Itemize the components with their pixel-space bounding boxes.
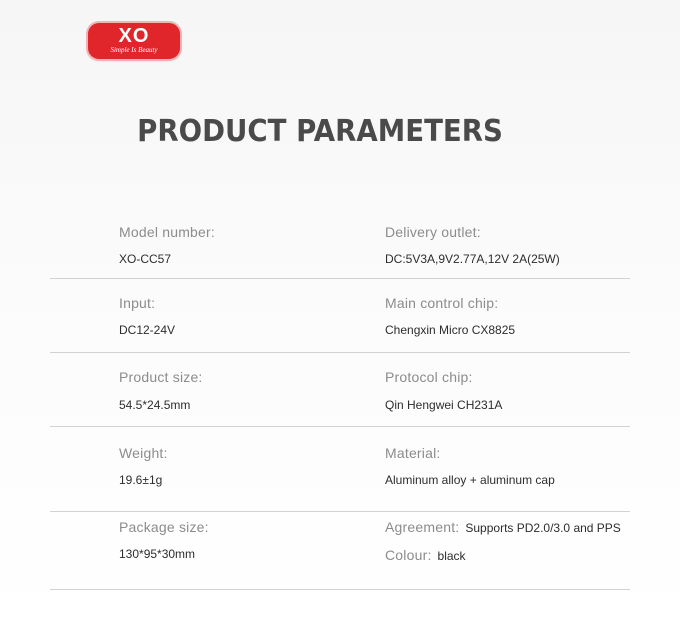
parameter-row bbox=[50, 279, 630, 353]
parameter-row bbox=[50, 205, 630, 279]
param-value: 19.6±1g bbox=[119, 473, 163, 487]
parameter-row bbox=[50, 427, 630, 512]
param-value: Supports PD2.0/3.0 and PPS bbox=[465, 521, 621, 535]
xo-logo bbox=[88, 23, 180, 59]
param-value: XO-CC57 bbox=[119, 252, 172, 266]
param-value: 130*95*30mm bbox=[119, 547, 196, 561]
param-value: 54.5*24.5mm bbox=[119, 398, 191, 412]
parameter-table bbox=[50, 205, 630, 590]
param-label: Protocol chip: bbox=[385, 369, 473, 385]
logo-tagline: Simple Is Beauty bbox=[110, 46, 158, 54]
param-label: Agreement: bbox=[385, 519, 460, 535]
param-label: Product size: bbox=[119, 369, 203, 385]
param-label: Model number: bbox=[119, 224, 215, 240]
parameter-row bbox=[50, 353, 630, 427]
param-label: Input: bbox=[119, 295, 156, 311]
param-agreement-line bbox=[385, 519, 621, 537]
param-value: DC:5V3A,9V2.77A,12V 2A(25W) bbox=[385, 252, 560, 266]
param-value: Aluminum alloy + aluminum cap bbox=[385, 473, 555, 487]
param-value: Qin Hengwei CH231A bbox=[385, 398, 503, 412]
page-title: PRODUCT PARAMETERS bbox=[137, 114, 503, 149]
param-label: Delivery outlet: bbox=[385, 224, 481, 240]
param-value: DC12-24V bbox=[119, 323, 176, 337]
param-colour-line bbox=[385, 547, 466, 565]
param-value: black bbox=[437, 549, 466, 563]
param-label: Weight: bbox=[119, 445, 168, 461]
param-value: Chengxin Micro CX8825 bbox=[385, 323, 516, 337]
parameter-row bbox=[50, 512, 630, 590]
param-label: Material: bbox=[385, 445, 441, 461]
param-label: Package size: bbox=[119, 519, 209, 535]
param-label: Colour: bbox=[385, 547, 432, 563]
param-label: Main control chip: bbox=[385, 295, 499, 311]
logo-mark: XO bbox=[118, 25, 150, 47]
